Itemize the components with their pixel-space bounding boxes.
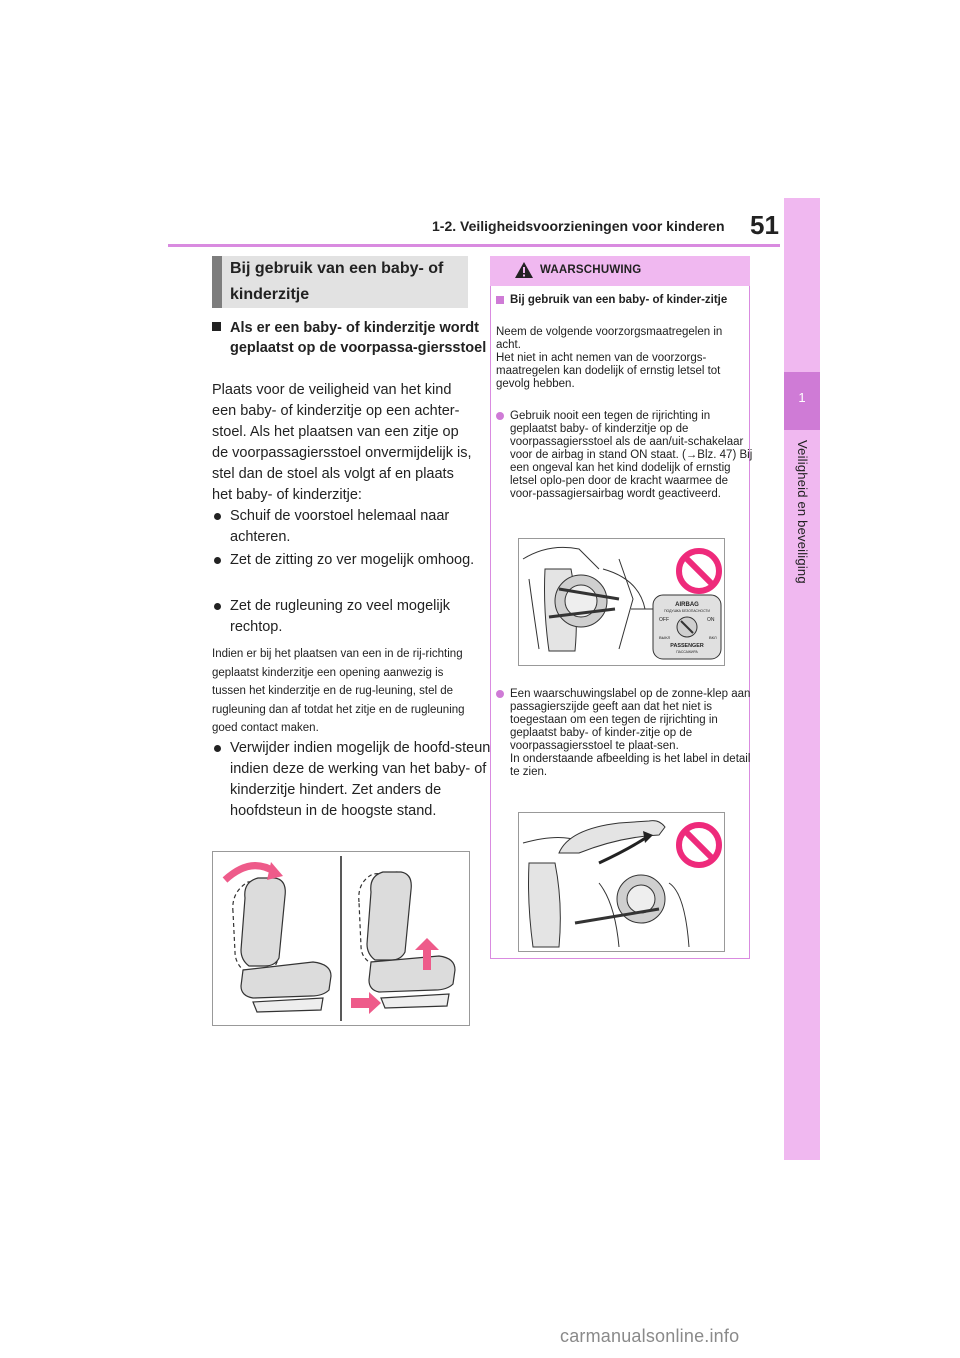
warning-subheading: Bij gebruik van een baby- of kinder-zitje [496, 294, 756, 307]
bullet-dot-icon [496, 690, 504, 698]
bullet-dot-icon [214, 603, 221, 610]
switch-label-on-sub: ВКЛ [709, 635, 717, 640]
seat-illustration-svg [213, 852, 469, 1025]
warning-triangle-icon [514, 261, 534, 279]
chapter-number: 1 [798, 390, 806, 405]
section-title-bar [212, 256, 222, 308]
section-title-line1: Bij gebruik van een baby- of [230, 260, 444, 277]
switch-label-bottom: PASSENGER [670, 643, 704, 649]
warning-title: WAARSCHUWING [540, 264, 642, 276]
bullet-item: Zet de rugleuning zo veel mogelijk rechtop. [212, 596, 492, 638]
warning-bullet: Gebruik nooit een tegen de rijrichting in geplaatst baby- of kinderzitje op de voorpassagiersstoel als de aan/uit-schakelaar voor de airbag in stand ON staat. (→Blz. 47) Bij een ongeval kan het kind dodelijk of ernstig letsel oplo-pen door de kracht waarmee de voor-passagiersairbag wordt geactiveerd. [496, 410, 756, 501]
section-title-line2: kinderzitje [230, 286, 310, 303]
chapter-side-tab [784, 198, 820, 1160]
bullet-item: Schuif de voorstoel helemaal naar achteren. [212, 506, 492, 548]
switch-label-bottom-sub: ПАССАЖИРА [676, 650, 698, 654]
square-bullet-icon [212, 322, 221, 331]
switch-label-off: OFF [659, 617, 669, 623]
figure-2-svg [519, 539, 724, 665]
warning-intro: Neem de volgende voorzorgsmaatregelen in acht. Het niet in acht nemen van de voorzorgs-maatregelen kan dodelijk of ernstig letsel tot gevolg hebben. [496, 326, 723, 390]
slide-arrow-icon [351, 992, 381, 1014]
figure-3-svg [519, 813, 724, 951]
chapter-title: Veiligheid en beveiliging [795, 440, 810, 584]
square-bullet-icon [496, 296, 504, 304]
car-interior-icon [523, 821, 689, 947]
switch-label-on: ON [707, 617, 715, 623]
switch-label-top-sub: ПОДУШКА БЕЗОПАСНОСТИ [664, 609, 710, 613]
page-number: 51 [750, 210, 779, 240]
right-seat-icon [359, 872, 455, 1008]
switch-label-top: AIRBAG [675, 602, 699, 608]
prohibited-sign-icon [679, 825, 719, 865]
bullet-dot-icon [214, 513, 221, 520]
switch-label-off-sub: ВЫКЛ [659, 635, 671, 640]
subheading: Als er een baby- of kinderzitje wordt geplaatst op de voorpassa-giersstoel [212, 318, 492, 358]
note-paragraph: Indien er bij het plaatsen van een in de rij-richting geplaatst kinderzitje een opening aanwezig is tussen het kinderzitje en de rug-leuning, stel de rugleuning dan af totdat het zitje en de rugleuning goed contact maken. [212, 648, 465, 735]
bullet-item: Verwijder indien mogelijk de hoofd-steun indien deze de werking van het baby- of kinderzitje hindert. Zet anders de hoofdsteun in de hoogste stand. [212, 738, 492, 822]
watermark: carmanualsonline.info [560, 1326, 740, 1346]
intro-paragraph: Plaats voor de veiligheid van het kind een baby- of kinderzitje op een achter-stoel. Als het plaatsen van een zitje op de voorpassagiersstoel onvermijdelijk is, stel dan de stoel als volgt af en plaats het baby- of kinderzitje: [212, 382, 472, 503]
bullet-dot-icon [214, 557, 221, 564]
warning-bullet: Een waarschuwingslabel op de zonne-klep aan passagierszijde geeft aan dat het niet is toegestaan om een tegen de rijrichting in geplaatst baby- of kinder-zitje op de voorpassagiersstoel te plaat-sen. In onderstaande afbeelding is het label in detail te zien. [496, 688, 756, 779]
sun-visor-label-illustration [518, 812, 725, 952]
seat-adjustment-illustration [212, 851, 470, 1026]
bullet-dot-icon [496, 412, 504, 420]
car-interior-icon [523, 547, 645, 651]
rear-facing-seat-prohibited-illustration [518, 538, 725, 666]
left-seat-icon [233, 878, 331, 1012]
bullet-item: Zet de zitting zo ver mogelijk omhoog. [212, 550, 492, 571]
prohibited-sign-icon [679, 551, 719, 591]
header-divider [168, 244, 780, 247]
header-section-title: 1-2. Veiligheidsvoorzieningen voor kinderen [432, 218, 725, 234]
bullet-dot-icon [214, 745, 221, 752]
airbag-switch-icon [631, 595, 721, 659]
section-title [230, 256, 466, 308]
